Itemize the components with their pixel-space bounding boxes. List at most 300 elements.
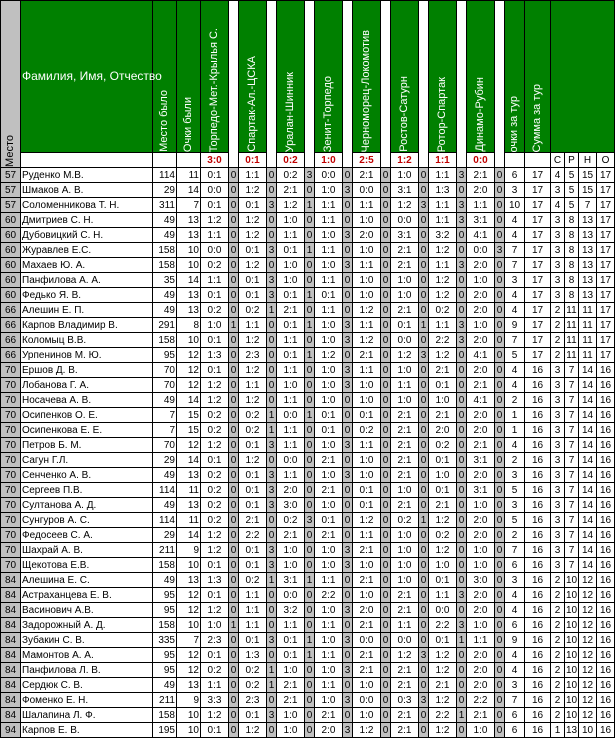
prediction-points-cell: 0 xyxy=(229,453,239,468)
prediction-points-cell: 0 xyxy=(267,588,277,603)
crno-cell: 14 xyxy=(579,543,597,558)
prediction-points-cell: 0 xyxy=(419,183,429,198)
crno-cell: 10 xyxy=(566,664,578,676)
prediction-points-cell: 3 xyxy=(343,693,353,708)
prediction-cell: 1:0 xyxy=(391,483,419,498)
tour-points-cell: 4 xyxy=(505,663,525,678)
crno-cell: 14 xyxy=(579,453,597,468)
prediction-points-cell: 0 xyxy=(495,633,505,648)
prediction-points-cell: 0 xyxy=(305,723,315,738)
prev-points-cell: 10 xyxy=(177,618,201,633)
name-cell: Астраханцева Е. В. xyxy=(21,588,153,603)
place-cell: 84 xyxy=(1,618,21,633)
prediction-cell: 3:0 xyxy=(467,573,495,588)
prediction-cell: 2:0 xyxy=(315,723,343,738)
prediction-cell: 1:1 xyxy=(315,243,343,258)
prediction-cell: 0:2 xyxy=(201,408,229,423)
prediction-cell: 1:0 xyxy=(429,558,457,573)
prediction-points-cell: 0 xyxy=(457,663,467,678)
crno-cell: 16 xyxy=(597,693,615,708)
prediction-points-cell: 0 xyxy=(343,198,353,213)
name-cell: Петров Б. М. xyxy=(21,438,153,453)
prediction-points-cell: 0 xyxy=(229,438,239,453)
prediction-cell: 0:2 xyxy=(239,303,267,318)
crno-cell: 4 xyxy=(551,198,565,213)
crno-cell: 16 xyxy=(597,483,615,498)
prediction-points-cell: 0 xyxy=(305,498,315,513)
place-cell: 84 xyxy=(1,573,21,588)
prediction-points-cell: 3 xyxy=(419,198,429,213)
prediction-cell: 1:2 xyxy=(429,243,457,258)
prediction-cell: 1:0 xyxy=(467,618,495,633)
prediction-points-cell: 0 xyxy=(419,453,429,468)
prediction-points-cell: 3 xyxy=(343,603,353,618)
crno-cell: 7 xyxy=(565,498,579,513)
prediction-points-cell: 0 xyxy=(457,393,467,408)
place-cell: 60 xyxy=(1,273,21,288)
prediction-points-cell: 3 xyxy=(419,648,429,663)
crno-cell: 2 xyxy=(551,648,565,663)
prediction-cell: 3:0 xyxy=(277,498,305,513)
prediction-points-cell: 0 xyxy=(229,423,239,438)
place-cell: 70 xyxy=(1,468,21,483)
prediction-cell: 0:1 xyxy=(239,438,267,453)
prediction-points-cell: 1 xyxy=(305,408,315,423)
prediction-points-cell: 0 xyxy=(381,618,391,633)
prediction-cell: 0:1 xyxy=(429,573,457,588)
crno-cell: 2 xyxy=(551,318,565,333)
prediction-cell: 1:0 xyxy=(315,543,343,558)
prediction-cell: 0:2 xyxy=(277,168,305,183)
prediction-cell: 1:0 xyxy=(353,273,381,288)
crno-cell: 7 xyxy=(565,513,579,528)
prediction-points-cell: 0 xyxy=(229,303,239,318)
prediction-cell: 1:0 xyxy=(315,393,343,408)
match-header-label: Ротор-Спартак xyxy=(436,76,448,152)
table-row xyxy=(1,318,615,333)
tour-sum-cell: 17 xyxy=(525,183,551,198)
name-cell: Федосеев С. А. xyxy=(21,528,153,543)
place-cell: 84 xyxy=(1,633,21,648)
prediction-cell: 0:1 xyxy=(353,408,381,423)
prev-place-cell: 195 xyxy=(153,723,177,738)
prediction-cell: 1:0 xyxy=(315,258,343,273)
prediction-points-cell: 0 xyxy=(495,483,505,498)
crno-cell: 15 xyxy=(579,168,597,183)
prediction-cell: 1:0 xyxy=(467,273,495,288)
prediction-points-cell: 0 xyxy=(495,333,505,348)
prediction-cell: 1:0 xyxy=(391,543,419,558)
name-cell: Карпов Владимир В. xyxy=(21,318,153,333)
prediction-cell: 2:1 xyxy=(353,348,381,363)
prediction-points-cell: 0 xyxy=(495,228,505,243)
prediction-points-cell: 0 xyxy=(419,633,429,648)
prediction-points-cell: 3 xyxy=(495,243,505,258)
prediction-cell: 1:1 xyxy=(391,378,419,393)
prediction-points-cell: 0 xyxy=(381,288,391,303)
prediction-cell: 0:2 xyxy=(201,663,229,678)
prediction-points-cell: 0 xyxy=(495,678,505,693)
prev-points-cell: 14 xyxy=(177,528,201,543)
table-row xyxy=(1,303,615,318)
prev-points-cell: 13 xyxy=(177,228,201,243)
crno-cell: 2 xyxy=(551,618,565,633)
tour-points-cell: 1 xyxy=(505,408,525,423)
prediction-cell: 2:1 xyxy=(429,678,457,693)
table-row xyxy=(1,198,615,213)
prediction-points-cell: 3 xyxy=(457,333,467,348)
prediction-points-cell: 1 xyxy=(229,318,239,333)
prev-place-cell: 95 xyxy=(153,348,177,363)
place-cell: 66 xyxy=(1,348,21,363)
prediction-cell: 0:1 xyxy=(239,198,267,213)
prediction-cell: 2:0 xyxy=(467,468,495,483)
prediction-points-cell: 0 xyxy=(495,498,505,513)
prev-place-cell: 114 xyxy=(153,483,177,498)
prediction-points-cell: 0 xyxy=(457,723,467,738)
tour-sum-cell: 16 xyxy=(525,678,551,693)
tour-points-cell: 7 xyxy=(505,333,525,348)
table-row xyxy=(1,378,615,393)
prediction-points-cell: 0 xyxy=(419,543,429,558)
crno-cell: 13 xyxy=(579,228,597,243)
prediction-points-cell: 0 xyxy=(343,648,353,663)
prediction-cell: 1:0 xyxy=(353,678,381,693)
prediction-points-cell: 0 xyxy=(381,423,391,438)
prev-points-cell: 12 xyxy=(177,348,201,363)
prediction-cell: 2:1 xyxy=(353,618,381,633)
match-gap-header xyxy=(305,1,315,168)
prediction-points-cell: 0 xyxy=(343,273,353,288)
tour-sum-cell: 16 xyxy=(525,633,551,648)
prediction-cell: 1:0 xyxy=(391,273,419,288)
prediction-cell: 1:0 xyxy=(391,528,419,543)
prediction-points-cell: 3 xyxy=(343,663,353,678)
prediction-cell: 0:1 xyxy=(201,363,229,378)
prediction-points-cell: 0 xyxy=(457,423,467,438)
crno-cell: 12 xyxy=(579,708,597,723)
place-cell: 70 xyxy=(1,378,21,393)
prediction-cell: 1:1 xyxy=(201,273,229,288)
prediction-points-cell: 0 xyxy=(419,333,429,348)
prediction-points-cell: 0 xyxy=(457,243,467,258)
prediction-cell: 1:2 xyxy=(353,333,381,348)
prediction-cell: 1:0 xyxy=(277,663,305,678)
place-cell: 66 xyxy=(1,303,21,318)
table-row xyxy=(1,258,615,273)
prediction-points-cell: 0 xyxy=(495,648,505,663)
name-cell: Алешин Е. П. xyxy=(21,303,153,318)
prediction-cell: 1:0 xyxy=(315,318,343,333)
prediction-cell: 2:1 xyxy=(391,723,419,738)
crno-cell: 16 xyxy=(597,588,615,603)
prediction-points-cell: 0 xyxy=(495,303,505,318)
prediction-points-cell: 0 xyxy=(229,603,239,618)
prev-points-cell: 11 xyxy=(177,513,201,528)
prediction-cell: 0:2 xyxy=(277,513,305,528)
crno-cell: 12 xyxy=(579,588,597,603)
crno-cell: 11 xyxy=(566,319,577,331)
prev-points-cell: 14 xyxy=(177,183,201,198)
prediction-points-cell: 3 xyxy=(267,543,277,558)
prediction-points-cell: 0 xyxy=(267,618,277,633)
prediction-points-cell: 0 xyxy=(381,363,391,378)
place-cell: 60 xyxy=(1,213,21,228)
prediction-points-cell: 0 xyxy=(419,438,429,453)
prediction-points-cell: 3 xyxy=(305,168,315,183)
prediction-points-cell: 0 xyxy=(267,603,277,618)
prediction-points-cell: 1 xyxy=(419,513,429,528)
prediction-points-cell: 0 xyxy=(381,213,391,228)
prediction-points-cell: 3 xyxy=(457,198,467,213)
prediction-points-cell: 0 xyxy=(381,483,391,498)
prediction-points-cell: 0 xyxy=(381,243,391,258)
prediction-points-cell: 3 xyxy=(457,258,467,273)
prev-place-cell: 70 xyxy=(153,378,177,393)
tour-sum-cell: 16 xyxy=(525,648,551,663)
prediction-cell: 2:1 xyxy=(353,663,381,678)
crno-cell: 13 xyxy=(566,724,578,736)
crno-cell: 2 xyxy=(551,348,565,363)
prediction-cell: 0:1 xyxy=(315,408,343,423)
prev-place-cell: 158 xyxy=(153,333,177,348)
prediction-points-cell: 0 xyxy=(229,333,239,348)
prediction-points-cell: 0 xyxy=(343,348,353,363)
table-row xyxy=(1,393,615,408)
crno-cell: 2 xyxy=(551,573,565,588)
prediction-points-cell: 0 xyxy=(381,333,391,348)
prediction-cell: 1:0 xyxy=(353,378,381,393)
prediction-points-cell: 0 xyxy=(457,483,467,498)
prediction-cell: 1:0 xyxy=(277,378,305,393)
prediction-cell: 0:0 xyxy=(391,633,419,648)
prediction-points-cell: 0 xyxy=(495,603,505,618)
name-cell: Зубакин С. В. xyxy=(21,633,153,648)
prediction-points-cell: 0 xyxy=(419,678,429,693)
prediction-cell: 1:1 xyxy=(467,198,495,213)
prev-place-cell: 158 xyxy=(153,243,177,258)
crno-cell: 17 xyxy=(597,273,615,288)
table-row xyxy=(1,648,615,663)
prediction-cell: 2:1 xyxy=(429,498,457,513)
match-result: 1:2 xyxy=(391,153,419,168)
crno-cell: 13 xyxy=(579,213,597,228)
match-gap-header xyxy=(381,1,391,168)
place-cell: 66 xyxy=(1,318,21,333)
crno-cell: 14 xyxy=(579,513,597,528)
prediction-points-cell: 0 xyxy=(229,213,239,228)
prediction-points-cell: 0 xyxy=(495,453,505,468)
crno-cell: 2 xyxy=(551,303,565,318)
prediction-points-cell: 0 xyxy=(457,573,467,588)
match-header xyxy=(315,1,343,153)
prediction-cell: 2:0 xyxy=(467,303,495,318)
prediction-cell: 1:0 xyxy=(353,453,381,468)
crno-cell: 2 xyxy=(551,333,565,348)
prediction-points-cell: 0 xyxy=(457,468,467,483)
prediction-points-cell: 0 xyxy=(495,348,505,363)
tour-sum-cell: 16 xyxy=(525,513,551,528)
prev-place-cell: 114 xyxy=(153,513,177,528)
prediction-points-cell: 0 xyxy=(305,363,315,378)
tour-points-cell: 4 xyxy=(505,378,525,393)
prediction-cell: 2:1 xyxy=(353,648,381,663)
prediction-points-cell: 1 xyxy=(305,633,315,648)
prev-points-cell: 10 xyxy=(177,333,201,348)
tour-points-cell: 4 xyxy=(505,588,525,603)
prediction-cell: 1:1 xyxy=(467,633,495,648)
crno-cell: 7 xyxy=(565,483,579,498)
prediction-cell: 1:1 xyxy=(315,273,343,288)
crno-cell: 16 xyxy=(597,438,615,453)
tour-sum-cell: 16 xyxy=(525,693,551,708)
prediction-points-cell: 0 xyxy=(457,378,467,393)
crno-cell: 17 xyxy=(597,183,615,198)
table-row xyxy=(1,348,615,363)
prediction-points-cell: 3 xyxy=(343,258,353,273)
place-cell: 70 xyxy=(1,438,21,453)
tour-sum-cell: 16 xyxy=(525,618,551,633)
tour-points-cell: 6 xyxy=(505,708,525,723)
prev-points-cell: 10 xyxy=(177,723,201,738)
table-row xyxy=(1,618,615,633)
prediction-points-cell: 3 xyxy=(343,543,353,558)
prediction-cell: 1:2 xyxy=(315,348,343,363)
table-row xyxy=(1,543,615,558)
name-cell: Панфилова Л. В. xyxy=(21,663,153,678)
prediction-cell: 2:0 xyxy=(467,183,495,198)
prediction-points-cell: 0 xyxy=(495,408,505,423)
tour-points-label: очки за тур xyxy=(508,95,520,152)
crno-cell: 16 xyxy=(597,423,615,438)
prediction-cell: 1:1 xyxy=(277,468,305,483)
prediction-cell: 2:2 xyxy=(315,588,343,603)
crno-cell: 3 xyxy=(551,453,565,468)
prediction-cell: 1:1 xyxy=(315,678,343,693)
prediction-points-cell: 0 xyxy=(495,258,505,273)
name-cell: Сунгуров А. С. xyxy=(21,513,153,528)
prediction-points-cell: 1 xyxy=(305,243,315,258)
prediction-cell: 2:1 xyxy=(391,408,419,423)
prediction-cell: 1:0 xyxy=(391,393,419,408)
prediction-cell: 1:1 xyxy=(201,228,229,243)
prev-place-cell: 95 xyxy=(153,603,177,618)
prediction-points-cell: 0 xyxy=(495,618,505,633)
prediction-points-cell: 0 xyxy=(457,348,467,363)
crno-cell: 11 xyxy=(579,333,597,348)
tour-sum-cell: 16 xyxy=(525,528,551,543)
prediction-cell: 0:1 xyxy=(353,498,381,513)
prediction-points-cell: 0 xyxy=(343,483,353,498)
crno-cell: 10 xyxy=(566,619,578,631)
prediction-cell: 1:2 xyxy=(429,348,457,363)
prediction-points-cell: 0 xyxy=(343,453,353,468)
place-cell: 70 xyxy=(1,543,21,558)
prediction-cell: 4:1 xyxy=(467,348,495,363)
prediction-cell: 2:3 xyxy=(239,348,267,363)
prediction-points-cell: 3 xyxy=(267,558,277,573)
name-cell: Щекотова Е.В. xyxy=(21,558,153,573)
tour-points-cell: 3 xyxy=(505,498,525,513)
tour-sum-cell: 16 xyxy=(525,573,551,588)
prediction-points-cell: 1 xyxy=(267,573,277,588)
tour-points-cell: 2 xyxy=(505,393,525,408)
tour-sum-cell: 16 xyxy=(525,663,551,678)
prediction-cell: 2:3 xyxy=(201,633,229,648)
prev-points-cell: 9 xyxy=(177,543,201,558)
prediction-points-cell: 0 xyxy=(267,393,277,408)
prediction-points-cell: 0 xyxy=(495,378,505,393)
prediction-points-cell: 0 xyxy=(229,348,239,363)
prediction-points-cell: 0 xyxy=(267,213,277,228)
prev-place-cell: 291 xyxy=(153,318,177,333)
prediction-points-cell: 0 xyxy=(419,498,429,513)
crno-cell: 12 xyxy=(579,603,597,618)
prediction-points-cell: 3 xyxy=(457,318,467,333)
prediction-points-cell: 0 xyxy=(457,513,467,528)
prediction-cell: 1:1 xyxy=(201,678,229,693)
table-row xyxy=(1,213,615,228)
crno-cell: 2 xyxy=(551,708,565,723)
prediction-cell: 1:0 xyxy=(315,633,343,648)
prediction-cell: 2:0 xyxy=(467,423,495,438)
prediction-cell: 1:0 xyxy=(315,498,343,513)
prediction-points-cell: 0 xyxy=(229,273,239,288)
prediction-cell: 1:2 xyxy=(239,453,267,468)
prediction-cell: 0:1 xyxy=(277,318,305,333)
table-row xyxy=(1,558,615,573)
prediction-cell: 0:1 xyxy=(201,558,229,573)
prediction-points-cell: 3 xyxy=(267,498,277,513)
prediction-points-cell: 0 xyxy=(419,573,429,588)
prediction-points-cell: 0 xyxy=(381,438,391,453)
tour-points-cell: 4 xyxy=(505,603,525,618)
prediction-points-cell: 0 xyxy=(267,258,277,273)
prediction-points-cell: 0 xyxy=(305,708,315,723)
prediction-points-cell: 0 xyxy=(305,213,315,228)
prediction-cell: 0:2 xyxy=(201,258,229,273)
prediction-cell: 0:0 xyxy=(429,603,457,618)
tour-sum-cell: 17 xyxy=(525,243,551,258)
prediction-points-cell: 0 xyxy=(419,483,429,498)
prediction-cell: 1:1 xyxy=(315,303,343,318)
crno-cell: 8 xyxy=(565,288,579,303)
place-cell: 70 xyxy=(1,528,21,543)
prediction-cell: 1:1 xyxy=(429,198,457,213)
prev-place-cell: 29 xyxy=(153,528,177,543)
name-cell: Шмаков А. В. xyxy=(21,183,153,198)
prediction-cell: 2:1 xyxy=(391,303,419,318)
prediction-cell: 0:1 xyxy=(201,648,229,663)
prediction-points-cell: 3 xyxy=(343,228,353,243)
place-cell: 70 xyxy=(1,393,21,408)
tour-points-cell: 4 xyxy=(505,288,525,303)
tour-points-cell: 6 xyxy=(505,618,525,633)
prediction-points-cell: 0 xyxy=(343,573,353,588)
prediction-points-cell: 0 xyxy=(495,543,505,558)
prev-place-cell: 49 xyxy=(153,303,177,318)
prediction-points-cell: 0 xyxy=(267,168,277,183)
prediction-cell: 1:3 xyxy=(429,183,457,198)
prediction-cell: 1:1 xyxy=(277,228,305,243)
prev-place-cell: 211 xyxy=(153,693,177,708)
crno-cell: 16 xyxy=(597,708,615,723)
prev-place-cell: 158 xyxy=(153,708,177,723)
prediction-cell: 1:2 xyxy=(201,378,229,393)
crno-cell: 13 xyxy=(579,273,597,288)
prediction-cell: 1:2 xyxy=(353,723,381,738)
table-row xyxy=(1,243,615,258)
